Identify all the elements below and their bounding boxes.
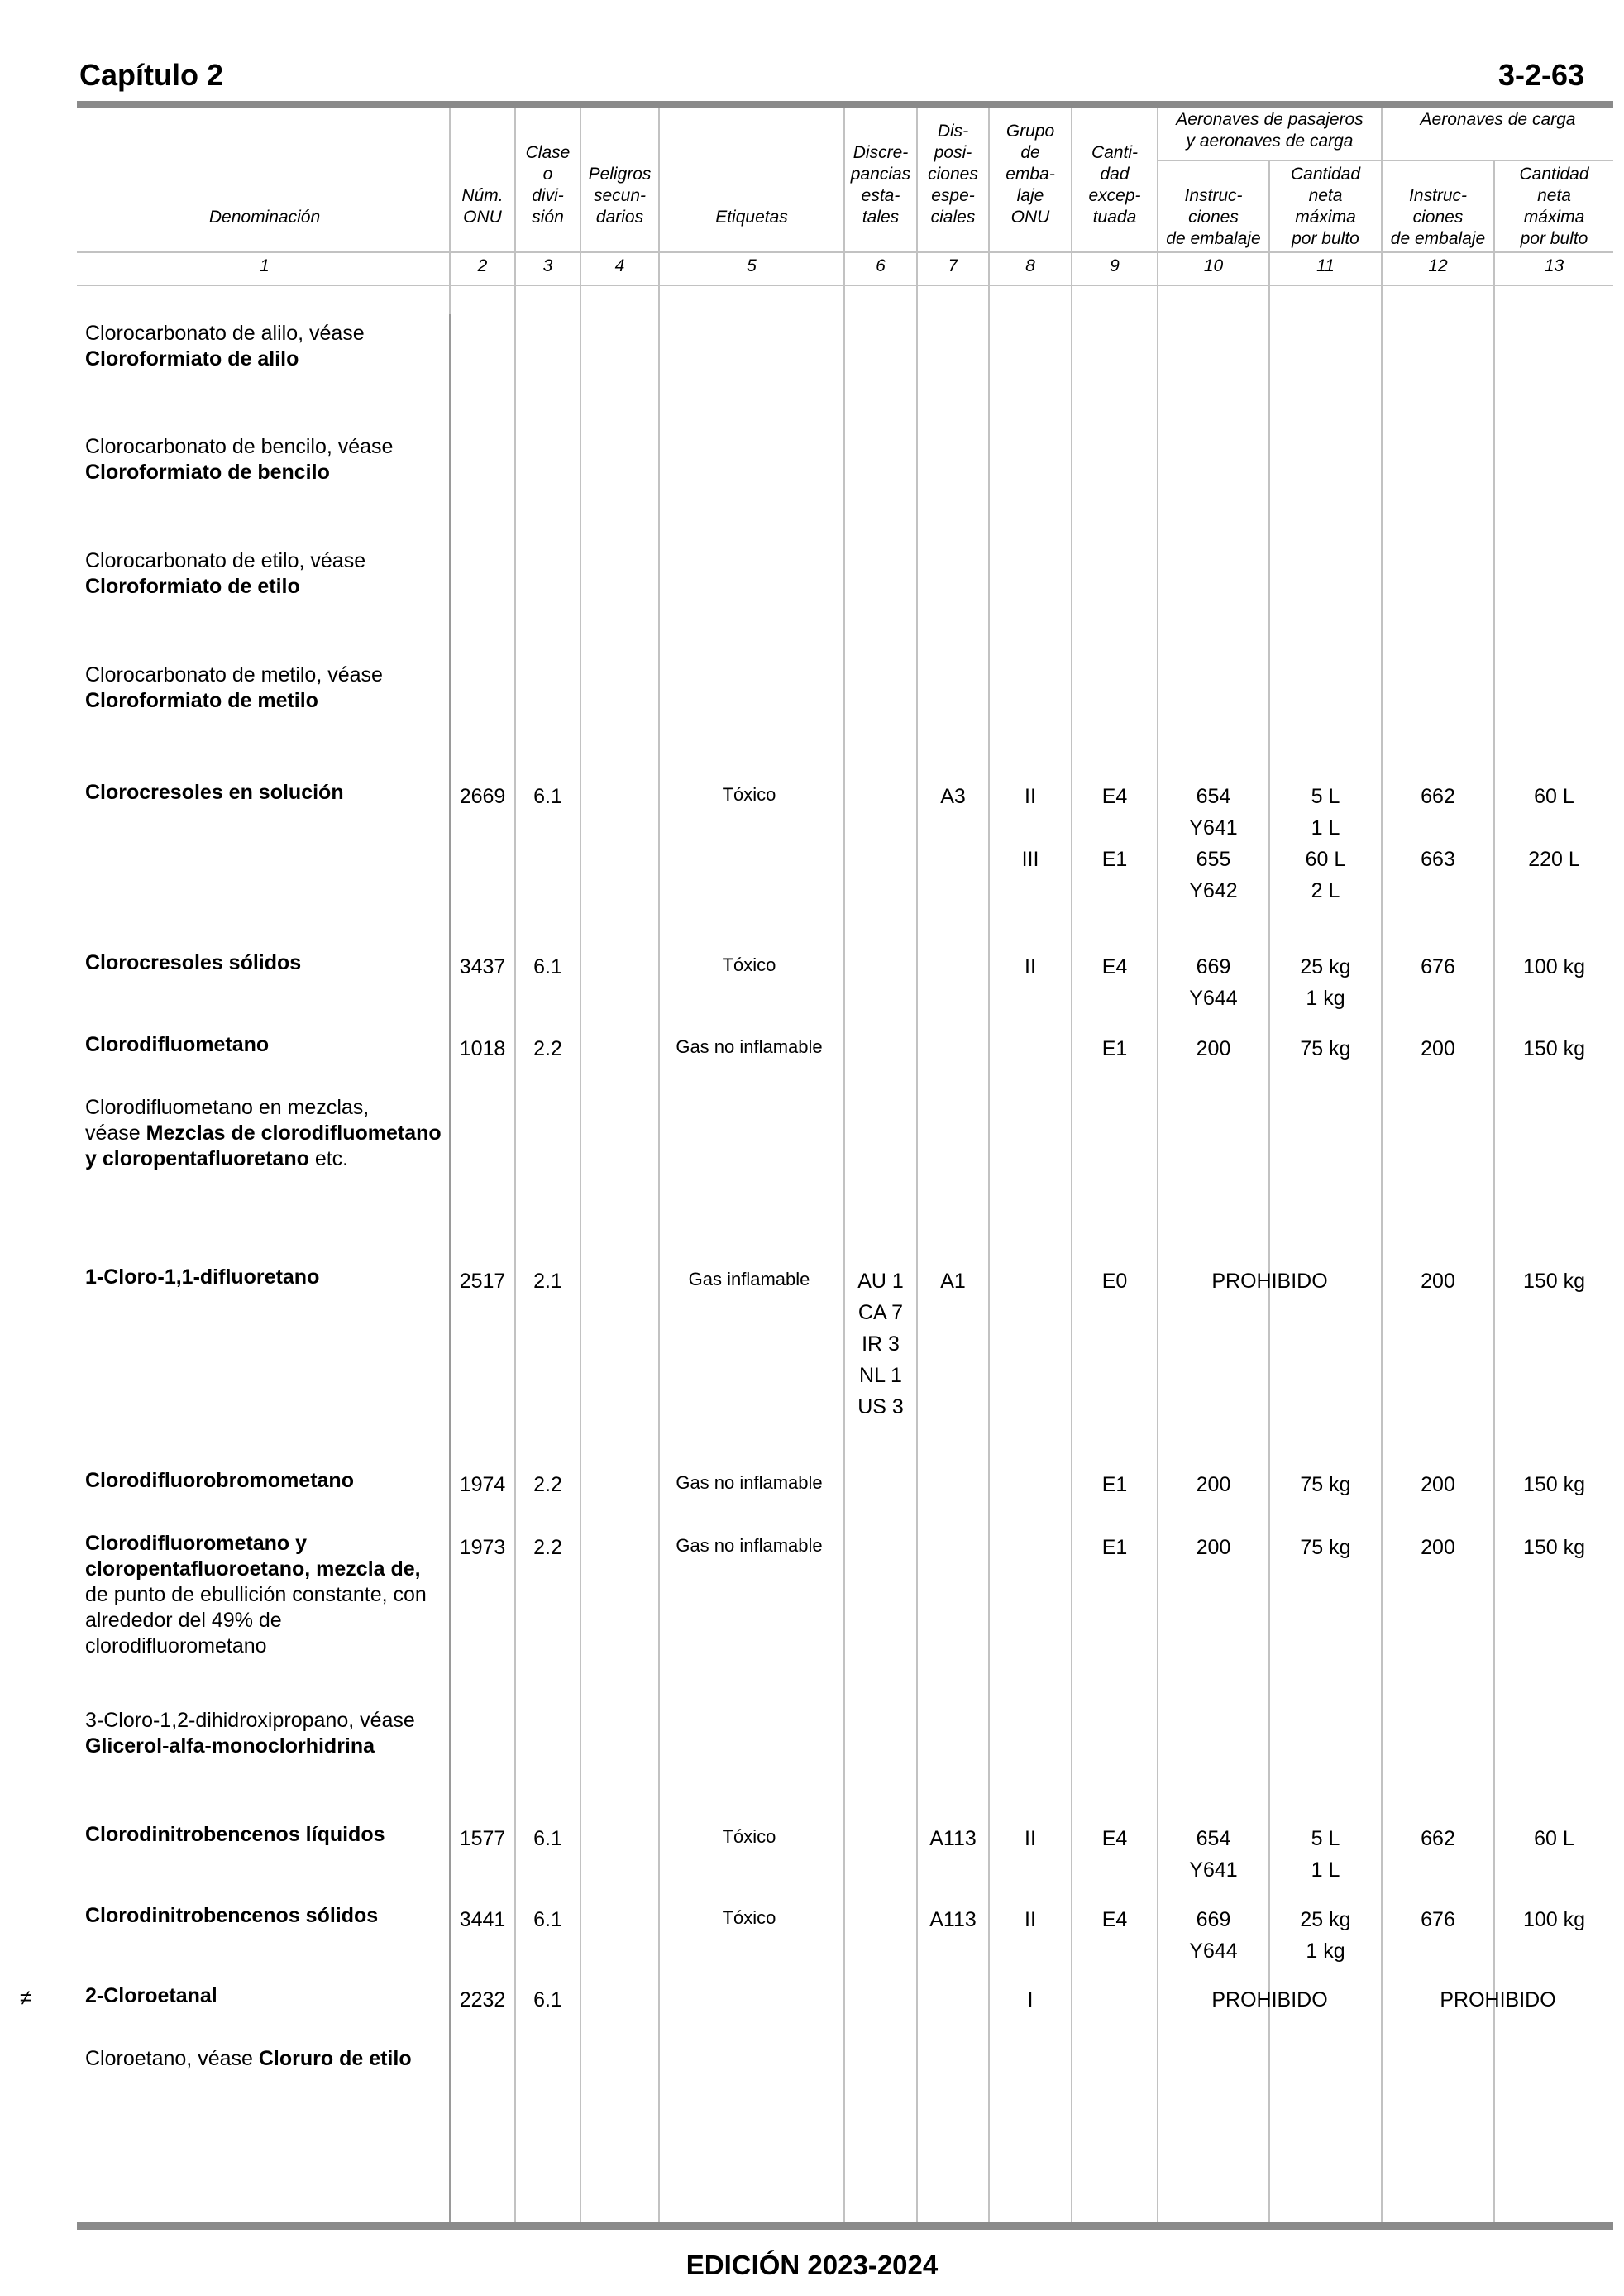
header-num-onu: Núm. ONU: [461, 186, 504, 227]
table-row: [85, 662, 449, 714]
column-number: 9: [1110, 256, 1120, 275]
pax-max-quantity: 5 L 1 L 60 L 2 L: [1305, 785, 1346, 902]
class-division: 6.1: [533, 1908, 562, 1931]
pax-max-quantity: 75 kg: [1300, 1536, 1351, 1559]
pax-max-quantity: 25 kg 1 kg: [1300, 955, 1351, 1010]
column-number: 13: [1544, 256, 1564, 275]
hazard-label: Tóxico: [722, 954, 776, 975]
excepted-quantity: E1: [1101, 1473, 1128, 1496]
pax-packing-instruction: 200: [1196, 1473, 1231, 1496]
cargo-packing-instruction: 662: [1421, 1827, 1455, 1850]
state-variations: AU 1 CA 7 IR 3 NL 1 US 3: [857, 1270, 904, 1418]
cargo-packing-instruction: 662 663: [1421, 785, 1455, 871]
column-number: 5: [747, 256, 757, 275]
pax-packing-instruction: 669 Y644: [1189, 955, 1238, 1010]
bottom-rule: [77, 2222, 1613, 2230]
excepted-quantity: E4: [1101, 955, 1128, 978]
column-number: 11: [1316, 256, 1335, 275]
entry-name: Cloroetano, véase: [85, 2047, 259, 2070]
packing-group: II III: [1021, 785, 1039, 871]
cargo-max-quantity: 150 kg: [1522, 1536, 1586, 1559]
entry-name: Clorodifluorobromometano: [85, 1469, 354, 1492]
un-number: 2517: [459, 1270, 506, 1293]
cargo-packing-instruction: 200: [1421, 1473, 1455, 1496]
entry-name-continued: véase: [85, 1122, 146, 1145]
class-division: 2.1: [533, 1270, 562, 1293]
hazard-label: Gas no inflamable: [676, 1472, 823, 1493]
class-division: 6.1: [533, 1988, 562, 2011]
header-disposiciones: Dis- posi- ciones espe- ciales: [928, 122, 978, 227]
hazard-label: Tóxico: [722, 1826, 776, 1847]
cargo-packing-instruction: 200: [1421, 1270, 1455, 1293]
pax-forbidden: PROHIBIDO: [1211, 1988, 1328, 2011]
un-number: 3441: [459, 1908, 506, 1931]
entry-name: 3-Cloro-1,2-dihidroxipropano, véase: [85, 1709, 415, 1732]
packing-group: I: [1027, 1988, 1034, 2011]
un-number: 1974: [459, 1473, 506, 1496]
pax-forbidden: PROHIBIDO: [1211, 1270, 1328, 1293]
cargo-max-quantity: 100 kg: [1522, 1908, 1586, 1931]
excepted-quantity: E1: [1101, 1536, 1128, 1559]
un-number: 1973: [459, 1536, 506, 1559]
column-number: 6: [876, 256, 886, 275]
column-number: 10: [1203, 256, 1224, 275]
cargo-forbidden: PROHIBIDO: [1440, 1988, 1556, 2011]
cargo-packing-instruction: 200: [1421, 1037, 1455, 1060]
pax-packing-instruction: 200: [1196, 1536, 1231, 1559]
column-number: 12: [1428, 256, 1448, 275]
un-number: 1577: [459, 1827, 506, 1850]
hazard-label: Tóxico: [722, 1907, 776, 1928]
hazard-label: Tóxico: [722, 784, 776, 805]
pax-packing-instruction: 200: [1196, 1037, 1231, 1060]
excepted-quantity: E4: [1101, 1827, 1128, 1850]
cross-reference: Mezclas de clorodifluometano y cloropentafluoretano: [85, 1122, 442, 1170]
header-peligros: Peligros secun- darios: [588, 165, 652, 227]
entry-name: Clorodinitrobencenos sólidos: [85, 1904, 379, 1927]
header-group-pasajeros: Aeronaves de pasajeros y aeronaves de carga: [1176, 110, 1364, 151]
table-row: [85, 321, 449, 372]
special-provisions: A1: [940, 1270, 966, 1293]
header-cargo-cantidad: Cantidad neta máxima por bulto: [1519, 165, 1589, 248]
column-number: 1: [260, 256, 270, 275]
edition-footer: EDICIÓN 2023-2024: [685, 2250, 939, 2280]
entry-name: Clorodifluorometano y cloropentafluoroetano, mezcla de,: [85, 1532, 421, 1581]
class-division: 6.1: [533, 1827, 562, 1850]
class-division: 2.2: [533, 1473, 562, 1496]
page-number: 3-2-63: [1497, 58, 1584, 92]
packing-group: II: [1025, 955, 1036, 978]
entry-name: Clorocresoles en solución: [85, 781, 344, 804]
pax-max-quantity: 25 kg 1 kg: [1300, 1908, 1351, 1963]
cross-reference: Cloroformiato de metilo: [85, 689, 318, 712]
packing-group: II: [1025, 1908, 1036, 1931]
cross-reference: Cloroformiato de alilo: [85, 347, 299, 371]
column-number: 4: [614, 256, 625, 275]
entry-name: Clorocarbonato de etilo, véase: [85, 549, 366, 572]
class-division: 2.2: [533, 1037, 562, 1060]
header-cargo-instrucciones: Instruc- ciones de embalaje: [1390, 186, 1486, 248]
header-pax-cantidad: Cantidad neta máxima por bulto: [1290, 165, 1361, 248]
header-group-carga: Aeronaves de carga: [1420, 110, 1576, 129]
class-division: 6.1: [533, 955, 562, 978]
cross-reference: Cloroformiato de bencilo: [85, 461, 330, 484]
cargo-max-quantity: 60 L: [1534, 1827, 1574, 1850]
entry-name: 2-Cloroetanal: [85, 1984, 217, 2007]
hazard-label: Gas no inflamable: [676, 1036, 823, 1057]
special-provisions: A113: [929, 1908, 977, 1931]
hazard-label: Gas no inflamable: [676, 1535, 823, 1556]
pax-max-quantity: 5 L 1 L: [1311, 1827, 1340, 1882]
table-row: [85, 1708, 449, 1759]
pax-packing-instruction: 654 Y641 655 Y642: [1189, 785, 1238, 902]
entry-name: Clorodinitrobencenos líquidos: [85, 1823, 385, 1846]
entry-name-continued: de punto de ebullición constante, con alrededor del 49% de clorodifluorometano: [85, 1583, 427, 1657]
entry-name: 1-Cloro-1,1-difluoretano: [85, 1265, 320, 1289]
cargo-packing-instruction: 676: [1421, 1908, 1455, 1931]
column-number: 2: [477, 256, 488, 275]
cargo-max-quantity: 150 kg: [1522, 1037, 1586, 1060]
header-denominacion: Denominación: [208, 208, 321, 227]
header-grupo-embalaje: Grupo de emba- laje ONU: [1005, 122, 1055, 227]
class-division: 2.2: [533, 1536, 562, 1559]
entry-name: Clorocarbonato de alilo, véase: [85, 322, 365, 345]
un-number: 2669: [459, 785, 506, 808]
header-cantidad-exceptuada: Canti- dad excep- tuada: [1088, 143, 1141, 227]
header-pax-instrucciones: Instruc- ciones de embalaje: [1166, 186, 1261, 248]
pax-packing-instruction: 669 Y644: [1189, 1908, 1238, 1963]
table-row: [85, 2046, 449, 2072]
cargo-packing-instruction: 200: [1421, 1536, 1455, 1559]
packing-group: II: [1025, 1827, 1036, 1850]
cargo-max-quantity: 60 L 220 L: [1528, 785, 1580, 871]
table-row: [85, 434, 449, 486]
entry-name-tail: etc.: [308, 1147, 349, 1170]
pax-packing-instruction: 654 Y641: [1189, 1827, 1238, 1882]
entry-name: Clorodifluometano en mezclas,: [85, 1096, 370, 1119]
column-number: 7: [948, 256, 958, 275]
chapter-title: Capítulo 2: [79, 58, 224, 92]
top-rule: [77, 101, 1613, 108]
column-number: 3: [542, 256, 553, 275]
cargo-max-quantity: 100 kg: [1522, 955, 1586, 978]
table-row: [85, 1095, 449, 1172]
excepted-quantity: E4: [1101, 1908, 1128, 1931]
special-provisions: A113: [929, 1827, 977, 1850]
excepted-quantity: E0: [1101, 1270, 1128, 1293]
pax-max-quantity: 75 kg: [1300, 1473, 1351, 1496]
special-provisions: A3: [940, 785, 966, 808]
hazard-label: Gas inflamable: [688, 1269, 810, 1289]
excepted-quantity: E4 E1: [1101, 785, 1128, 871]
header-discrepancias: Discre- pancias esta- tales: [850, 143, 911, 227]
cross-reference: Cloruro de etilo: [258, 2047, 412, 2070]
column-number: 8: [1025, 256, 1035, 275]
change-marker: ≠: [20, 1985, 32, 2010]
un-number: 1018: [459, 1037, 506, 1060]
un-number: 3437: [459, 955, 506, 978]
entry-name: Clorocarbonato de bencilo, véase: [85, 435, 394, 458]
class-division: 6.1: [533, 785, 562, 808]
cargo-max-quantity: 150 kg: [1522, 1473, 1586, 1496]
cross-reference: Glicerol-alfa-monoclorhidrina: [85, 1734, 375, 1758]
header-etiquetas: Etiquetas: [715, 208, 788, 227]
cargo-packing-instruction: 676: [1421, 955, 1455, 978]
entry-name: Clorodifluometano: [85, 1033, 270, 1056]
cross-reference: Cloroformiato de etilo: [85, 575, 300, 598]
un-number: 2232: [459, 1988, 506, 2011]
pax-max-quantity: 75 kg: [1300, 1037, 1351, 1060]
entry-name: Clorocresoles sólidos: [85, 951, 302, 974]
table-row: [85, 548, 449, 600]
excepted-quantity: E1: [1101, 1037, 1128, 1060]
cargo-max-quantity: 150 kg: [1522, 1270, 1586, 1293]
header-clase: Clase o divi- sión: [525, 143, 571, 227]
entry-name: Clorocarbonato de metilo, véase: [85, 663, 383, 686]
